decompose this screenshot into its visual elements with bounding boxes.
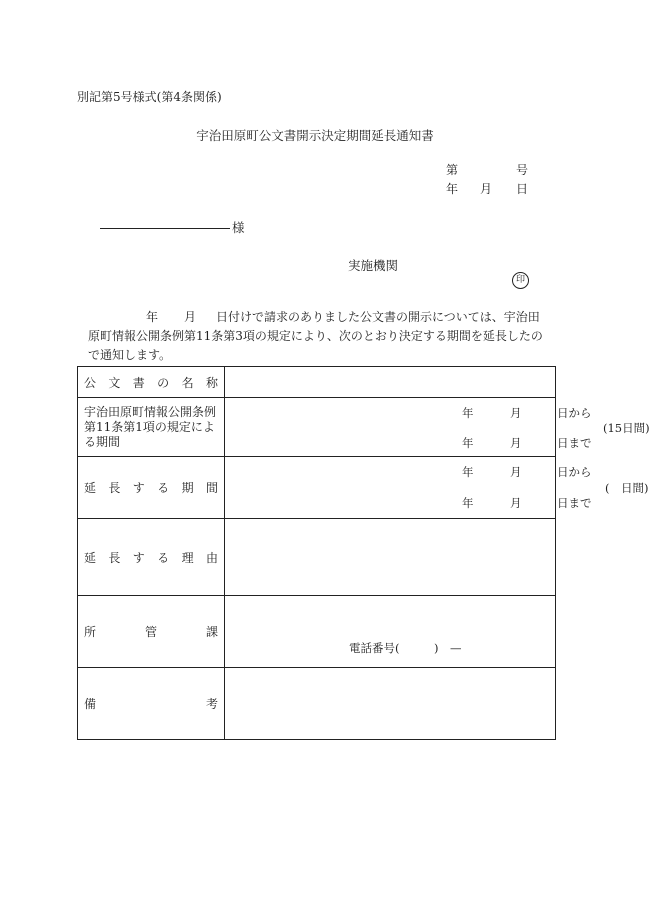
ext-to-month: 月 <box>510 496 522 510</box>
value-extension-period[interactable] <box>225 457 649 519</box>
ext-from-month: 月 <box>510 465 522 479</box>
row-original-period <box>78 398 556 457</box>
phone-number: 電話番号( ) — <box>349 641 462 655</box>
ext-days-count: ( 日間) <box>605 481 649 495</box>
from-year: 年 <box>462 406 474 420</box>
issuing-agency: 実施機関 <box>348 258 399 273</box>
label-responsible-section: 所 管 課 <box>84 625 218 639</box>
date-day: 日 <box>516 182 529 196</box>
row-responsible-section <box>78 596 556 668</box>
label-remarks: 備 考 <box>84 697 218 711</box>
label-original-period: 宇治田原町情報公開条例第11条第1項の規定による期間 <box>84 404 217 449</box>
to-year: 年 <box>462 436 474 450</box>
body-text: 日付けで請求のありました公文書の開示については、宇治田原町情報公開条例第11条第3項の規定により、次のとおり決定する期間を延長したので通知します。 <box>88 310 543 362</box>
label-document-name: 公 文 書 の 名 称 <box>84 375 218 390</box>
label-extension-period: 延 長 す る 期 間 <box>84 481 218 495</box>
value-remarks[interactable] <box>225 668 556 740</box>
notice-body <box>88 308 548 365</box>
ext-to-year: 年 <box>462 496 474 510</box>
row-remarks <box>78 668 556 740</box>
row-document-name <box>78 367 556 398</box>
doc-number-dai: 第 <box>446 163 459 177</box>
notice-table <box>77 366 650 740</box>
value-responsible-section[interactable] <box>225 596 556 668</box>
form-label: 別記第5号様式(第4条関係) <box>77 90 222 104</box>
from-day: 日から <box>557 406 592 420</box>
recipient-honorific: 様 <box>232 220 245 235</box>
document-title: 宇治田原町公文書開示決定期間延長通知書 <box>196 128 434 143</box>
ext-to-day: 日まで <box>557 496 592 510</box>
recipient-name-line <box>100 228 230 229</box>
body-month: 月 <box>184 310 197 324</box>
seal-icon: 印 <box>512 272 529 289</box>
row-extension-period <box>78 457 556 519</box>
days-count: (15日間) <box>603 421 650 435</box>
ext-from-day: 日から <box>557 465 592 479</box>
label-extension-reason: 延 長 す る 理 由 <box>84 550 218 565</box>
body-year: 年 <box>146 310 159 324</box>
from-month: 月 <box>510 406 522 420</box>
value-original-period[interactable] <box>225 398 650 457</box>
to-month: 月 <box>510 436 522 450</box>
date-month: 月 <box>480 182 493 196</box>
value-document-name[interactable] <box>225 367 556 398</box>
value-extension-reason[interactable] <box>225 519 556 596</box>
date-year: 年 <box>446 182 459 196</box>
ext-from-year: 年 <box>462 465 474 479</box>
row-extension-reason <box>78 519 556 596</box>
doc-number-go: 号 <box>516 163 529 177</box>
to-day: 日まで <box>557 436 592 450</box>
